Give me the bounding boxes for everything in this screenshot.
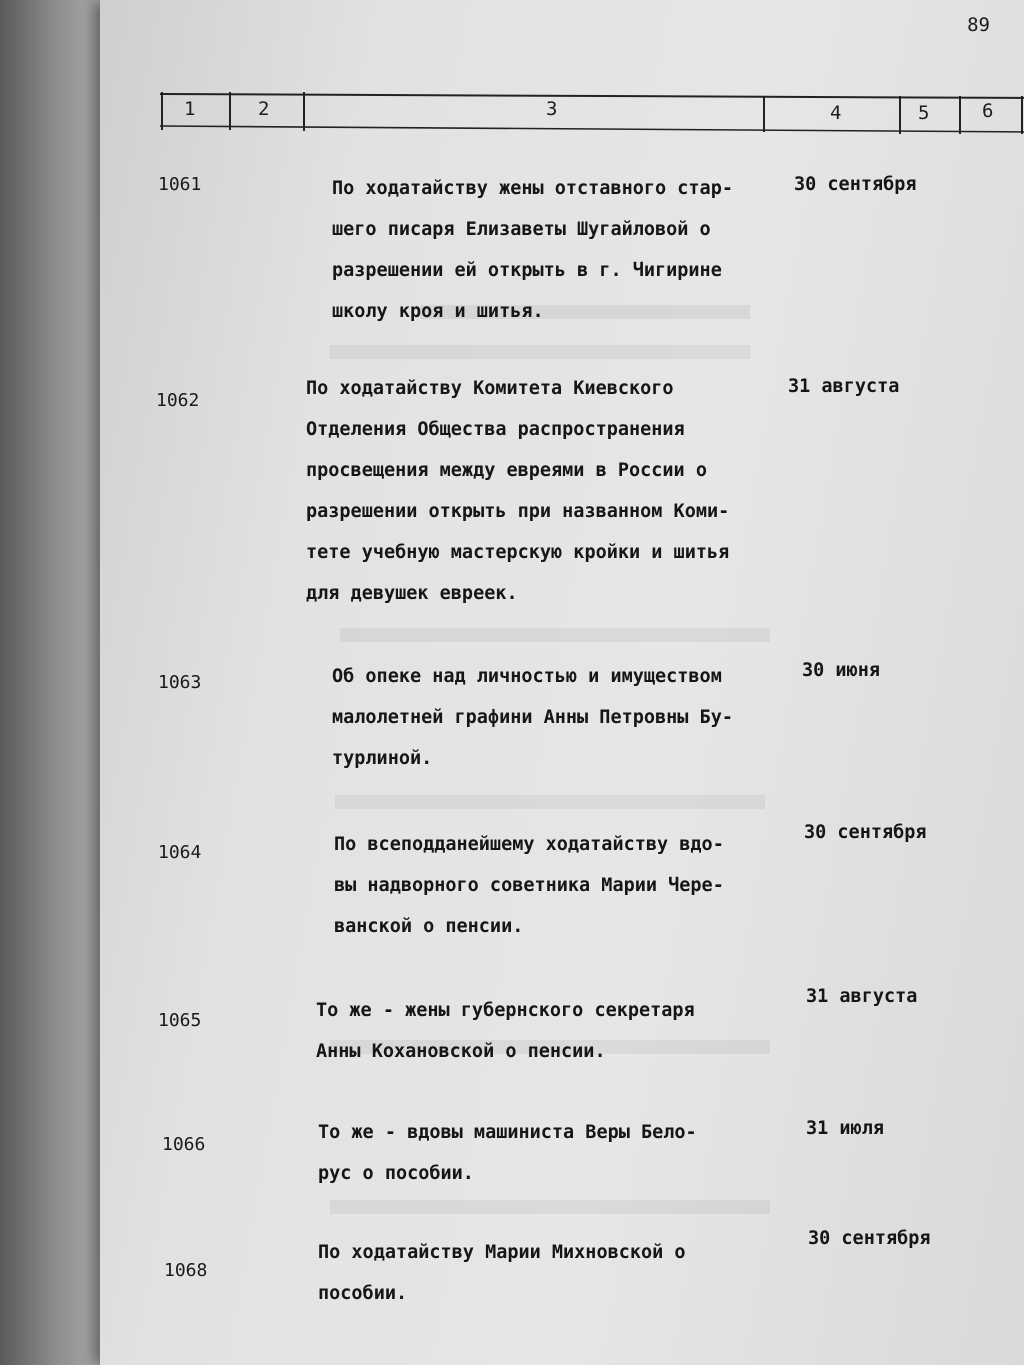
column-number: 1 bbox=[184, 98, 196, 120]
document-page bbox=[100, 0, 1024, 1365]
row-date: 31 августа bbox=[788, 376, 900, 397]
column-header bbox=[158, 86, 1024, 138]
row-date: 30 сентября bbox=[804, 822, 927, 843]
column-number: 5 bbox=[918, 102, 930, 124]
row-date: 30 июня bbox=[802, 660, 880, 681]
row-description: По всеподданейшему ходатайству вдо- вы надворного советника Марии Чере- ванской о пенсии. bbox=[334, 834, 724, 937]
row-number: 1066 bbox=[162, 1134, 206, 1155]
row-description: Об опеке над личностью и имуществом малолетней графини Анны Петровны Бу- турлиной. bbox=[332, 666, 733, 769]
column-number: 4 bbox=[830, 102, 842, 124]
page-number: 89 bbox=[967, 14, 990, 36]
row-date: 30 сентября bbox=[808, 1228, 931, 1249]
row-description: То же - вдовы машиниста Веры Бело- рус о пособии. bbox=[318, 1122, 697, 1184]
row-description: По ходатайству жены отставного стар- шего писаря Елизаветы Шугайловой о разрешении ей открыть в г. Чигирине школу кроя и шитья. bbox=[332, 178, 733, 322]
row-date: 31 августа bbox=[806, 986, 918, 1007]
bleed-through-mark bbox=[335, 795, 765, 809]
row-number: 1068 bbox=[164, 1260, 208, 1281]
row-number: 1064 bbox=[158, 842, 202, 863]
row-number: 1062 bbox=[156, 390, 200, 411]
column-number: 2 bbox=[258, 98, 270, 120]
row-date: 31 июля bbox=[806, 1118, 884, 1139]
bleed-through-mark bbox=[340, 628, 770, 642]
column-number: 6 bbox=[982, 100, 994, 122]
row-number: 1061 bbox=[158, 174, 202, 195]
row-date: 30 сентября bbox=[794, 174, 917, 195]
row-number: 1063 bbox=[158, 672, 202, 693]
bleed-through-mark bbox=[330, 1200, 770, 1214]
row-description: То же - жены губернского секретаря Анны Кохановской о пенсии. bbox=[316, 1000, 695, 1062]
bleed-through-mark bbox=[330, 345, 750, 359]
column-number: 3 bbox=[546, 98, 558, 120]
row-description: По ходатайству Комитета Киевского Отделения Общества распространения просвещения между евреями в России о разрешении открыть при названном Коми- тете учебную мастерскую кройки и шитья для девушек евреек. bbox=[306, 378, 730, 604]
column-header-rules bbox=[158, 86, 1024, 138]
row-description: По ходатайству Марии Михновской о пособии. bbox=[318, 1242, 686, 1304]
row-number: 1065 bbox=[158, 1010, 202, 1031]
